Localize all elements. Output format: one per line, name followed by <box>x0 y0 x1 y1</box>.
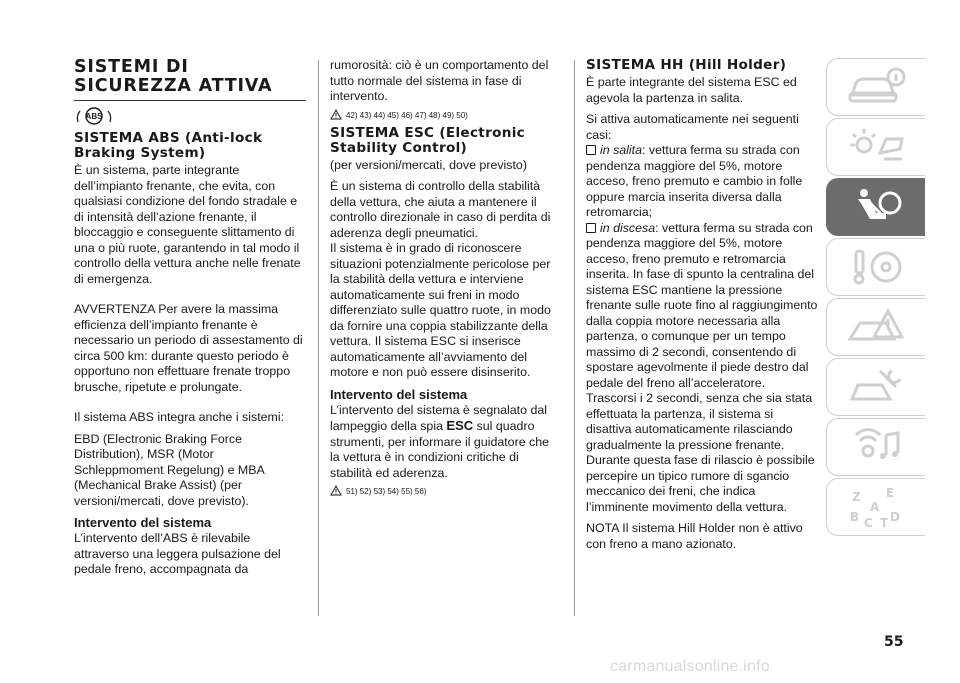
esc-paragraph-4 <box>330 403 562 482</box>
bullet-label: in salita <box>600 143 643 157</box>
hh-bullet-downhill <box>586 221 818 392</box>
media-nav-icon <box>846 425 906 469</box>
abs-warning-paragraph: AVVERTENZA Per avere la massima efficienza dell’impianto frenante è necessario un periodo di assestamento di circa 500 km: durante questo periodo è opportuno non effettuare frenate troppo brusche, ripetute e prolungate. <box>74 302 303 394</box>
svg-text:C: C <box>864 516 873 529</box>
column-1 <box>74 58 306 578</box>
abs-paragraph-5: L’intervento dell’ABS è rilevabile attraverso una leggera pulsazione del pedale freno, accompagnata da <box>74 531 281 576</box>
wrench-car-icon <box>846 365 906 409</box>
tab-dashboard-lights[interactable] <box>826 118 925 176</box>
tab-maintenance[interactable] <box>826 358 925 416</box>
abs-heading: SISTEMA ABS (Anti-lock Braking System) <box>74 130 263 161</box>
svg-text:T: T <box>880 516 889 529</box>
bullet-square-icon <box>586 223 596 233</box>
esc-intervention-heading: Intervento del sistema <box>330 386 468 402</box>
hh-paragraph-2: Si attiva automaticamente nei seguenti casi: <box>586 112 799 142</box>
svg-text:ABS: ABS <box>85 112 103 121</box>
esc-text-b: sul quadro strumenti, per informare il guidatore che la vettura è in condizioni critiche di stabilità ed aderenza. <box>330 419 550 480</box>
column-divider-2 <box>574 60 575 616</box>
car-info-icon <box>846 65 906 109</box>
tab-emergency[interactable] <box>826 298 925 356</box>
svg-text:D: D <box>890 510 900 524</box>
bullet-text: : vettura ferma su strada con pendenza maggiore del 5%, motore acceso, freno premuto e cambio in folle oppure marcia inserita diversa dalla retromarcia; <box>586 143 803 219</box>
tab-index[interactable] <box>826 478 925 536</box>
esc-text-a: L’intervento del sistema è segnalato dal lampeggio della spia <box>330 402 547 433</box>
column-divider-1 <box>318 60 319 616</box>
footer-watermark[interactable]: carmanualsonline.info <box>610 658 770 675</box>
svg-text:Z: Z <box>852 490 861 504</box>
abs-paragraph-4: EBD (Electronic Braking Force Distribution), MSR (Motor Schleppmoment Regelung) e MBA (Mechanical Brake Assist) (per versioni/mercati, dove previsto). <box>74 431 265 508</box>
bullet-square-icon <box>586 145 596 155</box>
hh-note: NOTA Il sistema Hill Holder non è attivo con freno a mano azionato. <box>586 521 803 551</box>
tab-multimedia[interactable] <box>826 418 925 476</box>
hh-bullet-uphill <box>586 143 818 221</box>
key-steering-icon <box>846 245 906 289</box>
chapter-tabs <box>826 58 926 538</box>
tab-car-info[interactable] <box>826 58 925 116</box>
esc-paragraph-1: (per versioni/mercati, dove previsto) <box>330 157 527 172</box>
hh-paragraph-1: È parte integrante del sistema ESC ed agevola la partenza in salita. <box>586 75 797 105</box>
index-letters-icon <box>846 485 906 529</box>
section-title: SISTEMI DI SICUREZZA ATTIVA <box>74 57 273 96</box>
hh-paragraph-3: Trascorsi i 2 secondi, senza che sia stata effettuata la partenza, il sistema si disattiva automaticamente rilasciando gradualmente la pressione frenante. Durante questa fase di rilascio è possibile percepire un tipico rumore di sgancio meccanico dei freni, che indica l’imminente movimento della vettura. <box>586 391 815 514</box>
svg-text:B: B <box>850 510 860 524</box>
abs-paragraph-continued: rumorosità: ciò è un comportamento del tutto normale del sistema in fase di intervento. <box>330 58 549 103</box>
warning-refs-2[interactable] <box>330 485 562 496</box>
esc-paragraph-2: È un sistema di controllo della stabilità della vettura, che aiuta a mantenere il controllo direzionale in caso di perdita di aderenza degli pneumatici. <box>330 179 551 240</box>
refs-list: 51) 52) 53) 54) 55) 56) <box>346 487 427 496</box>
svg-text:E: E <box>886 486 895 500</box>
page-number: 55 <box>884 634 904 650</box>
abs-paragraph-1: È un sistema, parte integrante dell’impianto frenante, che evita, con qualsiasi condizione del fondo stradale e di intensità dell’azione frenante, il bloccaggio e conseguente slittamento di una o più ruote, garantendo in tal modo il controllo della vettura anche nelle frenate di emergenza. <box>74 163 301 286</box>
esc-paragraph-3: Il sistema è in grado di riconoscere situazioni potenzialmente pericolose per la stabilità della vettura e interviene automaticamente sui freni in modo differenziato sulle quattro ruote, in modo da fornire una coppia stabilizzante della vettura. Il sistema ESC si inserisce automaticamente all’avviamento del motore e non può essere disinserito. <box>330 241 551 379</box>
column-2 <box>330 58 562 502</box>
warning-triangle-icon <box>330 485 342 496</box>
abs-intervention-heading: Intervento del sistema <box>74 515 212 530</box>
warning-triangle-icon <box>330 109 342 120</box>
svg-text:A: A <box>870 500 880 514</box>
esc-warning-light-label: ESC <box>446 418 474 433</box>
dashboard-lights-icon <box>846 125 906 169</box>
tab-safety[interactable] <box>826 178 925 236</box>
title-rule <box>74 100 306 101</box>
bullet-text: : vettura ferma su strada con pendenza maggiore del 5%, motore acceso, freno premuto e retromarcia inserita. In fase di spunto la centralina del sistema ESC mantiene la pressione frenante sulle ruote fino al raggiungimento dalla coppia motore necessaria alla partenza, o comunque per un tempo massimo di 2 secondi, consentendo di spostare agevolmente il piede destro dal pedale del freno all’acceleratore. <box>586 220 818 390</box>
warning-road-icon <box>846 305 906 349</box>
column-3 <box>586 58 818 552</box>
esc-heading: SISTEMA ESC (Electronic Stability Control) <box>330 124 526 156</box>
tab-starting-driving[interactable] <box>826 238 925 296</box>
abs-paragraph-3: Il sistema ABS integra anche i sistemi: <box>74 410 285 424</box>
tire-abs-icon <box>74 107 114 125</box>
airbag-seat-icon <box>846 185 906 229</box>
hh-heading: SISTEMA HH (Hill Holder) <box>586 57 787 73</box>
warning-refs-1[interactable] <box>330 109 562 120</box>
bullet-label: in discesa <box>600 220 656 235</box>
refs-list: 42) 43) 44) 45) 46) 47) 48) 49) 50) <box>346 110 468 120</box>
